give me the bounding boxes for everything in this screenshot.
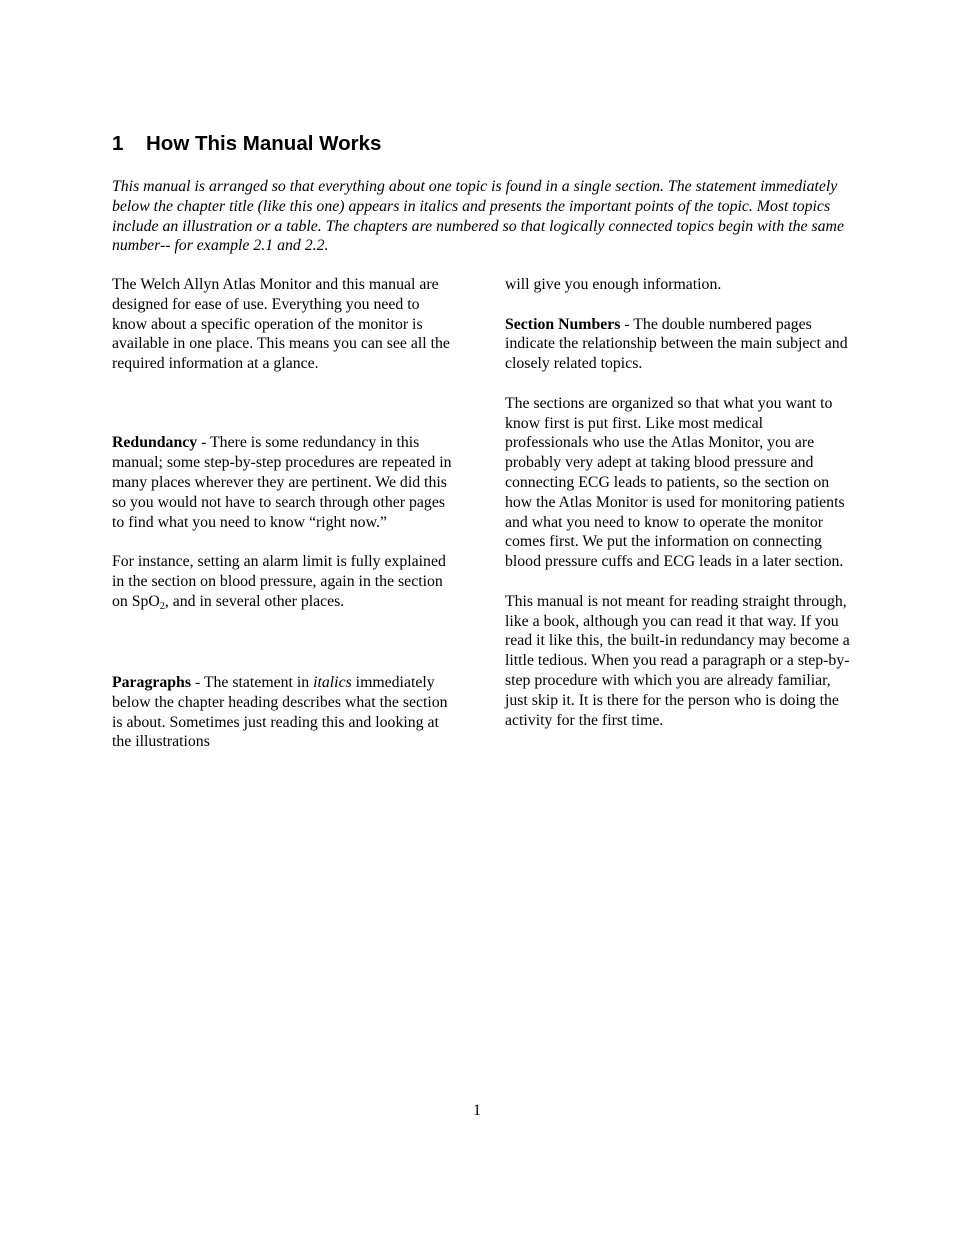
chapter-number: 1 [112, 132, 124, 155]
chapter-heading [112, 131, 381, 157]
instance-paragraph [112, 552, 457, 613]
reading-paragraph: This manual is not meant for reading straight through, like a book, although you can read it that way. If you read it like this, the built-in redundancy may become a little tedious. When you read a paragraph or a step-by-step procedure with which you are already familiar, just skip it. It is there for the person who is doing the activity for the first time. [505, 592, 850, 729]
italics-word: italics [313, 673, 352, 691]
section-numbers-term: Section Numbers [505, 315, 621, 333]
instance-text-after: , and in several other places. [164, 592, 345, 610]
instance-text-before: For instance, setting an alarm limit is fully explained in the section on blood pressure, again in the section on SpO [112, 553, 446, 610]
paragraphs-text-after: immediately below the chapter heading describes what the section is about. Sometimes just reading this and looking at the illustrations [112, 673, 448, 751]
page-number: 1 [473, 1102, 481, 1119]
redundancy-text: - There is some redundancy in this manual; some step-by-step procedures are repeated in many places wherever they are pertinent. We did this so you would not have to search through other pages to find what you need to know “right now.” [112, 434, 452, 531]
right-column [505, 275, 850, 730]
chapter-title: How This Manual Works [146, 132, 382, 155]
paragraphs-term: Paragraphs [112, 673, 191, 691]
section-numbers-text: - The double numbered pages indicate the relationship between the main subject and closely related topics. [505, 315, 848, 373]
left-column [112, 275, 457, 752]
spo2-subscript: 2 [159, 600, 165, 612]
paragraphs-paragraph [112, 673, 457, 752]
chapter-intro: This manual is arranged so that everything about one topic is found in a single section. The statement immediately below the chapter title (like this one) appears in italics and presents the important points of the topic. Most topics include an illustration or a table. The chapters are numbered so that logically connected topics begin with the same number-- for example 2.1 and 2.2. [112, 178, 844, 255]
paragraphs-continued: will give you enough information. [505, 276, 722, 293]
paragraphs-text-before: - The statement in [191, 673, 314, 691]
redundancy-paragraph [112, 433, 457, 532]
section-numbers-paragraph [505, 315, 850, 374]
redundancy-term: Redundancy [112, 434, 198, 452]
opening-paragraph: The Welch Allyn Atlas Monitor and this manual are designed for ease of use. Everything you need to know about a specific operation of the monitor is available in one place. This means you can see all the required information at a glance. [112, 276, 450, 373]
organization-paragraph: The sections are organized so that what you want to know first is put first. Like most medical professionals who use the Atlas Monitor, you are probably very adept at taking blood pressure and connecting ECG leads to patients, so the section on how the Atlas Monitor is used for monitoring patients and what you need to know to operate the monitor comes first. We put the information on connecting blood pressure cuffs and ECG leads in a later section. [505, 394, 845, 571]
